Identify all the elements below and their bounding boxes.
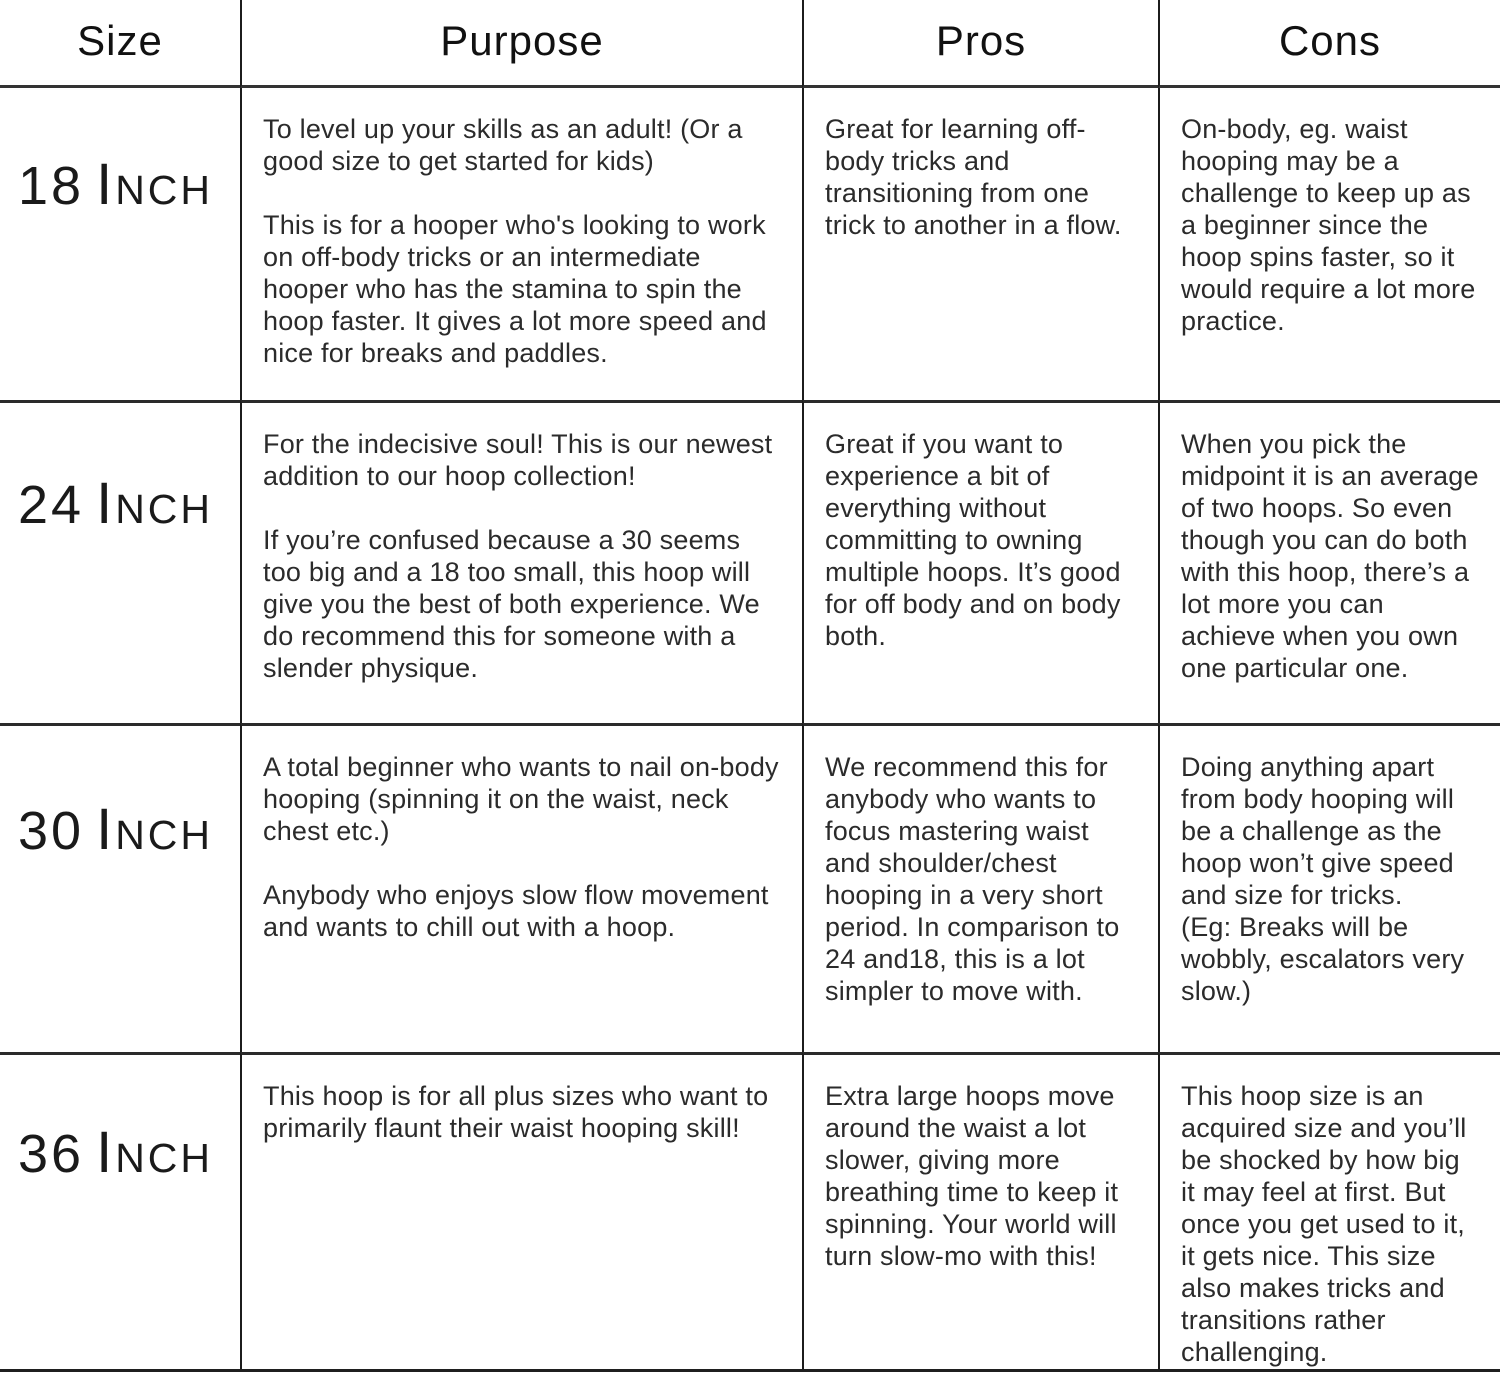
- cons-paragraph: When you pick the midpoint it is an average of two hoops. So even though you can do both with this hoop, there’s a lot more you can achieve when you own one particular one.: [1181, 429, 1479, 683]
- pros-cell-36-inch: [802, 1052, 1158, 1369]
- cons-paragraph: This hoop size is an acquired size and you’ll be shocked by how big it may feel at first. But once you get used to it, it gets nice. This size also makes tricks and transitions rather challenging.: [1181, 1081, 1467, 1367]
- pros-paragraph: We recommend this for anybody who wants to focus mastering waist and shoulder/chest hooping in a very short period. In comparison to 24 and18, this is a lot simpler to move with.: [825, 752, 1120, 1006]
- cons-cell-24-inch: [1158, 400, 1500, 723]
- size-label: [18, 151, 213, 218]
- purpose-paragraph: A total beginner who wants to nail on-body hooping (spinning it on the waist, neck chest etc.): [263, 752, 779, 846]
- pros-cell-24-inch: [802, 400, 1158, 723]
- column-header-cons-label: Cons: [1278, 16, 1382, 64]
- purpose-paragraph: Anybody who enjoys slow flow movement and wants to chill out with a hoop.: [263, 880, 769, 942]
- column-header-size-label: Size: [77, 16, 163, 64]
- purpose-paragraph: This is for a hooper who's looking to work on off-body tricks or an intermediate hooper who has the stamina to spin the hoop faster. It gives a lot more speed and nice for breaks and paddles.: [263, 210, 767, 368]
- column-header-pros-label: Pros: [935, 16, 1027, 64]
- cons-paragraph: (Eg: Breaks will be wobbly, escalators very slow.): [1181, 912, 1465, 1006]
- size-number: 36: [18, 1123, 85, 1184]
- column-header-pros: [802, 0, 1158, 88]
- size-number: 24: [18, 474, 85, 535]
- purpose-cell-24-inch: [240, 400, 802, 723]
- purpose-cell-36-inch: [240, 1052, 802, 1369]
- purpose-cell-30-inch: [240, 723, 802, 1052]
- pros-cell-18-inch: [802, 88, 1158, 400]
- size-cell-30-inch: [0, 723, 240, 1052]
- cons-cell-18-inch: [1158, 88, 1500, 400]
- size-unit: Inch: [96, 796, 214, 862]
- size-cell-24-inch: [0, 400, 240, 723]
- purpose-paragraph: If you’re confused because a 30 seems too big and a 18 too small, this hoop will give you the best of both experience. We do recommend this for someone with a slender physique.: [263, 525, 760, 683]
- size-label: [18, 1119, 213, 1186]
- pros-cell-30-inch: [802, 723, 1158, 1052]
- size-unit: Inch: [96, 151, 214, 217]
- column-header-purpose-label: Purpose: [440, 16, 604, 64]
- size-label: [18, 796, 213, 863]
- size-cell-18-inch: [0, 88, 240, 400]
- cons-paragraph: Doing anything apart from body hooping will be a challenge as the hoop won’t give speed and size for tricks.: [1181, 752, 1455, 910]
- size-cell-36-inch: [0, 1052, 240, 1369]
- purpose-paragraph: This hoop is for all plus sizes who want to primarily flaunt their waist hooping skill!: [263, 1081, 769, 1143]
- column-header-cons: [1158, 0, 1500, 88]
- pros-paragraph: Great if you want to experience a bit of everything without committing to owning multiple hoops. It’s good for off body and on body both.: [825, 429, 1121, 651]
- cons-cell-30-inch: [1158, 723, 1500, 1052]
- size-label: [18, 470, 213, 537]
- size-unit: Inch: [96, 1119, 214, 1185]
- size-unit: Inch: [96, 470, 214, 536]
- purpose-cell-18-inch: [240, 88, 802, 400]
- purpose-paragraph: To level up your skills as an adult! (Or a good size to get started for kids): [263, 114, 743, 176]
- column-header-size: [0, 0, 240, 88]
- pros-paragraph: Great for learning off-body tricks and transitioning from one trick to another in a flow.: [825, 114, 1122, 240]
- pros-paragraph: Extra large hoops move around the waist a lot slower, giving more breathing time to keep it spinning. Your world will turn slow-mo with this!: [825, 1081, 1119, 1271]
- cons-paragraph: On-body, eg. waist hooping may be a challenge to keep up as a beginner since the hoop spins faster, so it would require a lot more practice.: [1181, 114, 1476, 336]
- size-number: 18: [18, 155, 85, 216]
- cons-cell-36-inch: [1158, 1052, 1500, 1369]
- size-number: 30: [18, 800, 85, 861]
- column-header-purpose: [240, 0, 802, 88]
- purpose-paragraph: For the indecisive soul! This is our newest addition to our hoop collection!: [263, 429, 773, 491]
